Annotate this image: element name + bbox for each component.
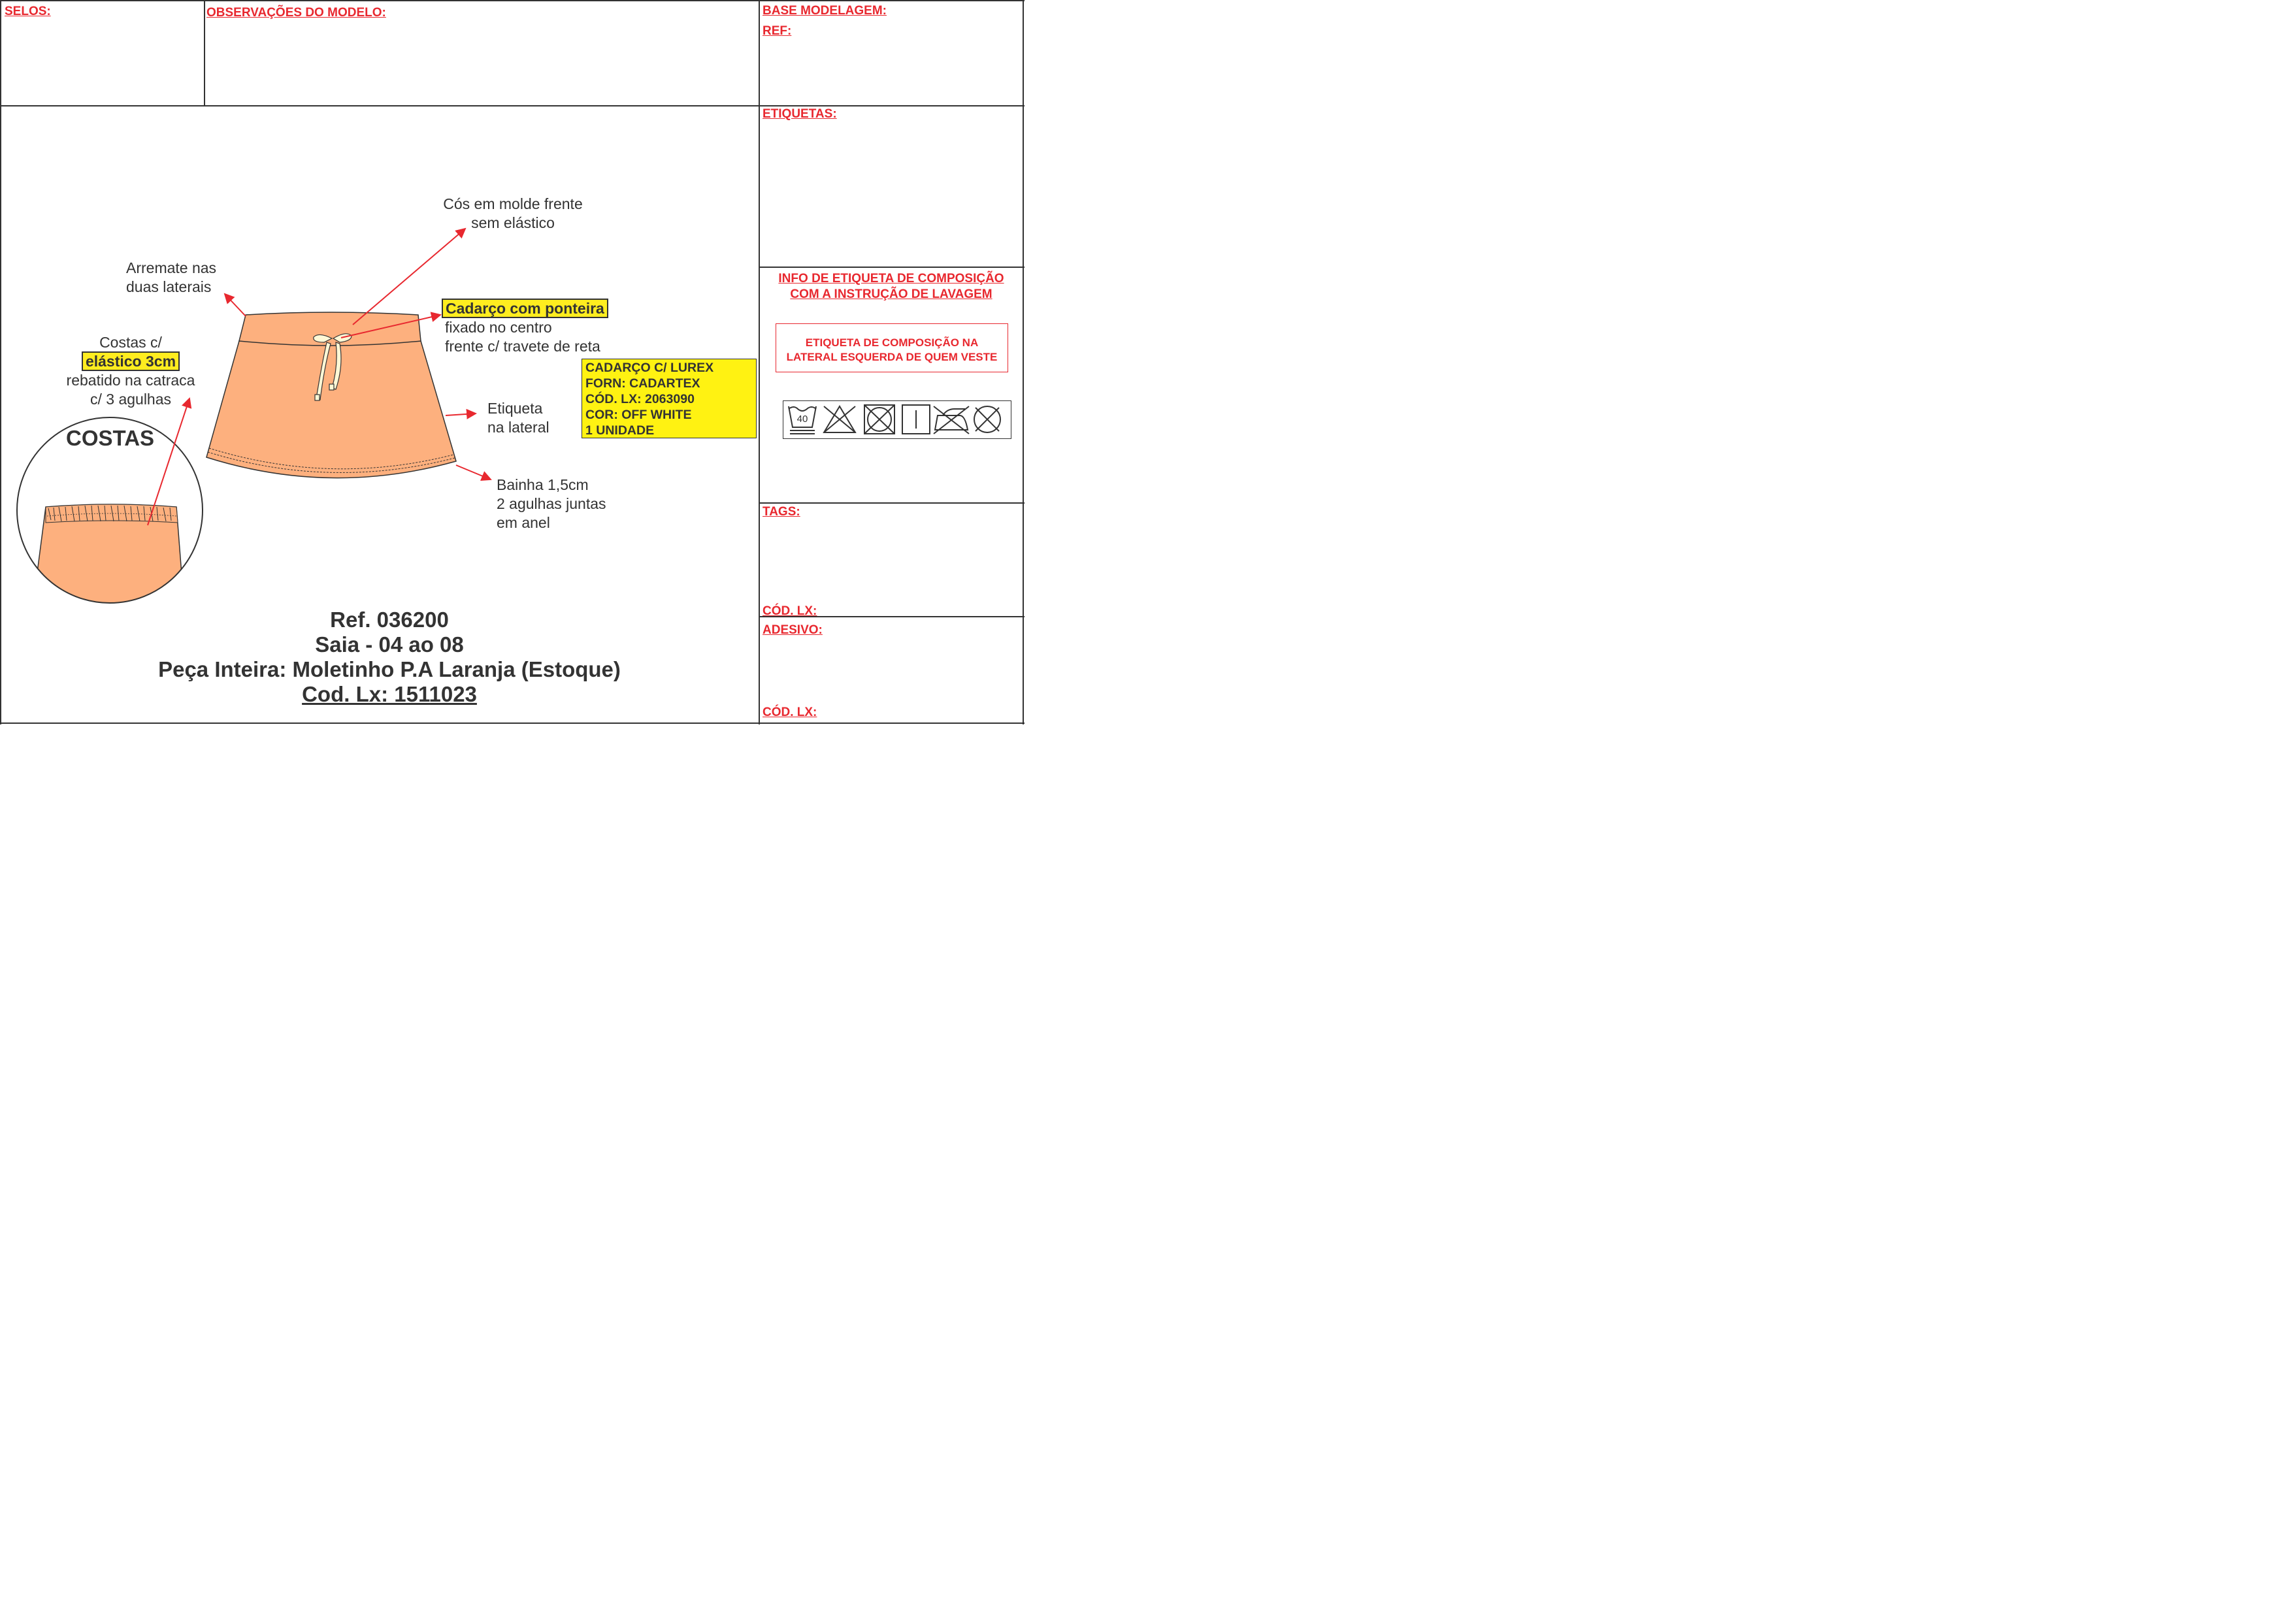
arrow-bainha (456, 465, 491, 479)
adesivo-cod-label: CÓD. LX: (763, 706, 817, 719)
composicao-label-box (776, 323, 1008, 372)
bainha-line3: em anel (497, 514, 550, 531)
etiqueta-note (487, 399, 549, 437)
footer-product: Saia - 04 ao 08 (315, 632, 464, 657)
no-iron-icon (934, 406, 969, 434)
cadarco-spec-box (582, 359, 757, 438)
care-symbols-box (783, 400, 1011, 439)
info-composicao-heading (760, 271, 1023, 302)
etiquetas-label: ETIQUETAS: (763, 107, 837, 121)
costas-line4: c/ 3 agulhas (90, 391, 172, 408)
cadarco-line2: fixado no centro (445, 319, 552, 336)
sidebar-rule-composicao (759, 267, 1025, 268)
bainha-line1: Bainha 1,5cm (497, 476, 589, 493)
footer-cod: Cod. Lx: 1511023 (302, 682, 477, 706)
no-bleach-icon (824, 406, 855, 432)
selos-label: SELOS: (5, 5, 51, 18)
skirt-front-illustration (206, 312, 456, 478)
cos-line2: sem elástico (471, 214, 555, 231)
arremate-line2: duas laterais (126, 278, 212, 295)
arrow-etiqueta (446, 414, 476, 415)
ref-label: REF: (763, 24, 792, 38)
costas-title: COSTAS (66, 426, 155, 450)
spec-line4: COR: OFF WHITE (585, 408, 692, 422)
info-composicao-line2: COM A INSTRUÇÃO DE LAVAGEM (790, 287, 992, 301)
cadarco-highlight: Cadarço com ponteira (442, 299, 608, 318)
cos-line1: Cós em molde frente (443, 195, 583, 212)
costas-line1: Costas c/ (99, 334, 162, 351)
tags-cod-label: CÓD. LX: (763, 604, 817, 618)
observacoes-label: OBSERVAÇÕES DO MODELO: (206, 6, 386, 20)
footer-material: Peça Inteira: Moletinho P.A Laranja (Estoque) (158, 657, 621, 681)
adesivo-label: ADESIVO: (763, 623, 823, 637)
arremate-note (126, 259, 216, 297)
sidebar-rule-tags (759, 502, 1025, 504)
wash-40-icon (789, 406, 816, 434)
base-modelagem-label: BASE MODELAGEM: (763, 4, 887, 18)
no-tumble-dry-icon (864, 405, 894, 434)
no-dry-clean-icon (974, 406, 1000, 432)
bainha-note (497, 476, 606, 532)
skirt-waistband (239, 312, 421, 346)
cadarco-line3: frente c/ travete de reta (445, 338, 600, 355)
info-composicao-line1: INFO DE ETIQUETA DE COMPOSIÇÃO (778, 272, 1004, 285)
spec-line1: CADARÇO C/ LUREX (585, 361, 714, 375)
composicao-line2: LATERAL ESQUERDA DE QUEM VESTE (786, 351, 998, 363)
frame-bottom (0, 723, 1025, 724)
footer-ref: Ref. 036200 (330, 608, 449, 632)
costas-line3: rebatido na catraca (66, 372, 195, 389)
wash-temperature: 40 (796, 414, 808, 425)
costas-note (49, 333, 212, 409)
etiqueta-line2: na lateral (487, 419, 549, 436)
arremate-line1: Arremate nas (126, 259, 217, 276)
spec-line5: 1 UNIDADE (585, 423, 655, 438)
costas-highlight: elástico 3cm (82, 351, 180, 371)
arrow-arremate (225, 294, 246, 316)
bainha-line2: 2 agulhas juntas (497, 495, 606, 512)
tags-label: TAGS: (763, 505, 800, 519)
cadarco-note (442, 299, 608, 356)
etiqueta-line1: Etiqueta (487, 400, 543, 417)
composicao-line1: ETIQUETA DE COMPOSIÇÃO NA (805, 336, 979, 349)
line-dry-icon (902, 405, 930, 434)
cos-note (425, 195, 601, 233)
technical-drawing (0, 0, 758, 653)
product-footer (154, 608, 625, 707)
spec-line3: CÓD. LX: 2063090 (585, 392, 695, 406)
spec-line2: FORN: CADARTEX (585, 376, 700, 391)
